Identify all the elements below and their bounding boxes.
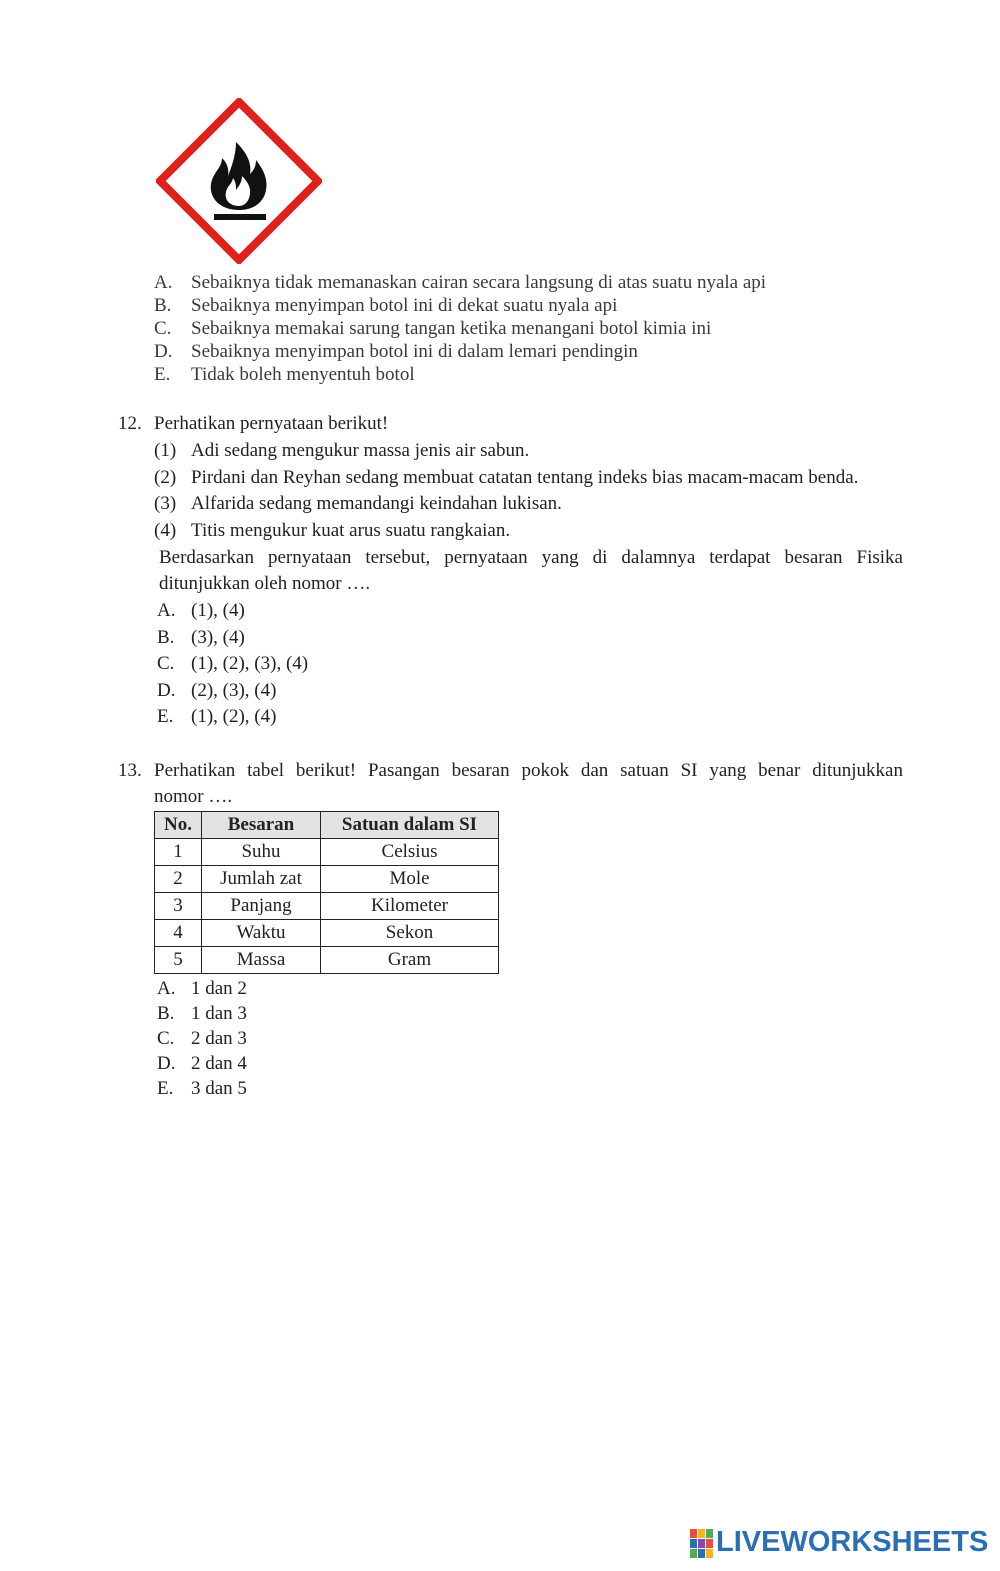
col-header-satuan: Satuan dalam SI [321,812,499,839]
cell-no: 4 [155,920,202,947]
table-row [155,866,499,893]
q12-question-line-1: Berdasarkan pernyataan tersebut, pernyataan yang di dalamnya terdapat besaran Fisika [159,547,903,568]
cell-besaran: Panjang [202,893,321,920]
cell-besaran: Massa [202,947,321,974]
q12-option-a[interactable]: A. (1), (4) [157,600,245,621]
table-row [155,839,499,866]
q12-option-b[interactable]: B. (3), (4) [157,627,245,648]
q11-option-b[interactable]: B. Sebaiknya menyimpan botol ini di dekat suatu nyala api [154,295,618,316]
cell-no: 2 [155,866,202,893]
liveworksheets-logo-text: LIVEWORKSHEETS [716,1526,989,1558]
cell-satuan: Celsius [321,839,499,866]
q12-statement-1: (1) Adi sedang mengukur massa jenis air sabun. [154,440,530,461]
cell-besaran: Waktu [202,920,321,947]
q11-option-d[interactable]: D. Sebaiknya menyimpan botol ini di dalam lemari pendingin [154,341,638,362]
cell-no: 1 [155,839,202,866]
table-row [155,947,499,974]
q12-statement-3: (3) Alfarida sedang memandangi keindahan lukisan. [154,493,562,514]
q13-prompt-line-2: nomor …. [154,786,233,807]
q13-number: 13. [118,760,142,781]
q13-option-e[interactable]: E. 3 dan 5 [157,1078,247,1099]
si-units-table [154,811,499,974]
col-header-no: No. [155,812,202,839]
q12-statement-2: (2) Pirdani dan Reyhan sedang membuat catatan tentang indeks bias macam-macam benda. [154,467,859,488]
q12-prompt: Perhatikan pernyataan berikut! [154,413,389,434]
q13-option-d[interactable]: D. 2 dan 4 [157,1053,247,1074]
cell-besaran: Jumlah zat [202,866,321,893]
q11-option-e[interactable]: E. Tidak boleh menyentuh botol [154,364,415,385]
q12-number: 12. [118,413,142,434]
table-row [155,920,499,947]
cell-besaran: Suhu [202,839,321,866]
cell-no: 5 [155,947,202,974]
cell-satuan: Sekon [321,920,499,947]
q11-option-a[interactable]: A. Sebaiknya tidak memanaskan cairan secara langsung di atas suatu nyala api [154,272,767,293]
table-header-row [155,812,499,839]
q13-option-b[interactable]: B. 1 dan 3 [157,1003,247,1024]
col-header-besaran: Besaran [202,812,321,839]
q12-question-line-2: ditunjukkan oleh nomor …. [159,573,371,594]
q13-option-a[interactable]: A. 1 dan 2 [157,978,247,999]
cell-no: 3 [155,893,202,920]
table-row [155,893,499,920]
cell-satuan: Gram [321,947,499,974]
q12-option-c[interactable]: C. (1), (2), (3), (4) [157,653,309,674]
q13-option-c[interactable]: C. 2 dan 3 [157,1028,247,1049]
q12-option-d[interactable]: D. (2), (3), (4) [157,680,277,701]
q12-statement-4: (4) Titis mengukur kuat arus suatu rangkaian. [154,520,511,541]
liveworksheets-logo-icon [690,1529,714,1559]
q13-prompt-line-1: Perhatikan tabel berikut! Pasangan besaran pokok dan satuan SI yang benar ditunjukkan [154,760,903,781]
q12-option-e[interactable]: E. (1), (2), (4) [157,706,277,727]
cell-satuan: Mole [321,866,499,893]
q11-option-c[interactable]: C. Sebaiknya memakai sarung tangan ketika menangani botol kimia ini [154,318,712,339]
cell-satuan: Kilometer [321,893,499,920]
flammable-hazard-icon [156,98,322,264]
